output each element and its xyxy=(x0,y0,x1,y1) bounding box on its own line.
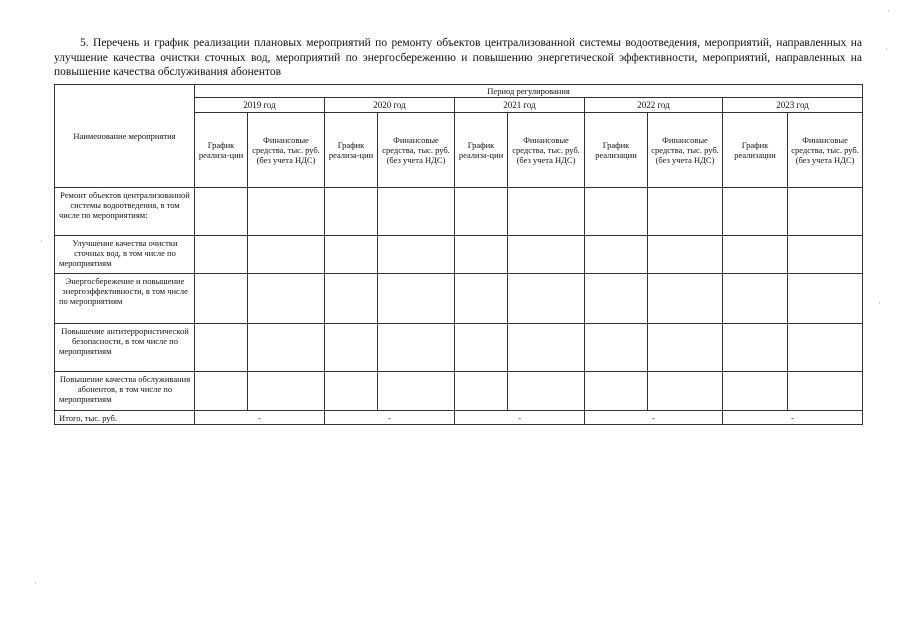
schedule-header: График реализа-ции xyxy=(325,113,378,188)
table-cell xyxy=(723,372,788,411)
year-header: 2022 год xyxy=(585,98,723,113)
scan-speck: · xyxy=(887,6,890,16)
finance-header: Финансовые средства, тыс. руб. (без учета НДС) xyxy=(378,113,455,188)
table-row xyxy=(55,324,863,372)
table-cell xyxy=(508,372,585,411)
table-cell xyxy=(585,274,648,324)
table-cell xyxy=(585,236,648,274)
table-cell xyxy=(723,274,788,324)
table-cell xyxy=(195,236,248,274)
scan-speck: · xyxy=(34,578,37,588)
finance-header: Финансовые средства, тыс. руб. (без учета НДС) xyxy=(648,113,723,188)
row-name: Энергосбережение и повышение энергоэффективности, в том числе по мероприятиям xyxy=(55,274,195,324)
table-cell xyxy=(378,324,455,372)
schedule-header: График реализации xyxy=(585,113,648,188)
table-cell xyxy=(508,188,585,236)
table-cell xyxy=(455,188,508,236)
table-row xyxy=(55,188,863,236)
table-cell xyxy=(788,274,863,324)
table-cell xyxy=(723,324,788,372)
table-cell xyxy=(508,236,585,274)
table-cell xyxy=(788,188,863,236)
table-cell xyxy=(195,324,248,372)
table-cell xyxy=(325,236,378,274)
scan-speck: · xyxy=(885,44,888,54)
table-cell xyxy=(195,274,248,324)
table-row xyxy=(55,274,863,324)
name-column-header: Наименование мероприятия xyxy=(55,85,195,188)
table-cell xyxy=(455,274,508,324)
table-cell xyxy=(723,236,788,274)
table-cell xyxy=(508,274,585,324)
schedule-header: График реализа-ции xyxy=(195,113,248,188)
table-cell xyxy=(788,324,863,372)
table-cell xyxy=(788,372,863,411)
table-cell xyxy=(248,236,325,274)
table-cell xyxy=(378,372,455,411)
table-row xyxy=(55,236,863,274)
table-cell xyxy=(378,236,455,274)
table-cell xyxy=(455,324,508,372)
row-name: Повышение качества обслуживания абонентов, в том числе по мероприятиям xyxy=(55,372,195,411)
activities-table xyxy=(54,84,863,425)
table-cell xyxy=(195,188,248,236)
table-cell xyxy=(248,274,325,324)
document-heading: 5. Перечень и график реализации плановых мероприятий по ремонту объектов централизованной системы водоотведения, мероприятий, направленных на улучшение качества очистки сточных вод, мероприятий по энергосбережению и повышению энергетической эффективности, мероприятий, направленных на повышение качества обслуживания абонентов xyxy=(54,37,862,78)
table-cell xyxy=(325,372,378,411)
year-header: 2019 год xyxy=(195,98,325,113)
table-cell xyxy=(648,324,723,372)
table-cell xyxy=(585,324,648,372)
finance-header: Финансовые средства, тыс. руб. (без учета НДС) xyxy=(788,113,863,188)
finance-header: Финансовые средства, тыс. руб. (без учета НДС) xyxy=(248,113,325,188)
finance-header: Финансовые средства, тыс. руб. (без учета НДС) xyxy=(508,113,585,188)
table-cell xyxy=(325,274,378,324)
schedule-header: График реализации xyxy=(723,113,788,188)
table-cell xyxy=(508,324,585,372)
table-cell xyxy=(648,274,723,324)
scan-speck: · xyxy=(878,298,881,308)
total-value: - xyxy=(455,411,585,425)
scan-speck: · xyxy=(40,236,43,246)
row-name: Улучшение качества очистки сточных вод, в том числе по мероприятиям xyxy=(55,236,195,274)
table-cell xyxy=(585,188,648,236)
table-cell xyxy=(378,188,455,236)
year-header: 2023 год xyxy=(723,98,863,113)
table-cell xyxy=(248,372,325,411)
table-cell xyxy=(455,372,508,411)
row-name: Ремонт объектов централизованной системы водоотведения, в том числе по мероприятиям: xyxy=(55,188,195,236)
table-cell xyxy=(455,236,508,274)
total-value: - xyxy=(325,411,455,425)
period-header: Период регулирования xyxy=(195,85,863,98)
total-value: - xyxy=(195,411,325,425)
table-cell xyxy=(248,324,325,372)
table-cell xyxy=(378,274,455,324)
row-name: Повышение антитеррористической безопасности, в том числе по мероприятиям xyxy=(55,324,195,372)
table-cell xyxy=(788,236,863,274)
table-cell xyxy=(585,372,648,411)
table-cell xyxy=(648,236,723,274)
table-cell xyxy=(325,324,378,372)
table-row xyxy=(55,372,863,411)
schedule-header: График реализа-ции xyxy=(455,113,508,188)
year-header: 2021 год xyxy=(455,98,585,113)
year-header: 2020 год xyxy=(325,98,455,113)
table-cell xyxy=(648,188,723,236)
total-value: - xyxy=(723,411,863,425)
table-cell xyxy=(325,188,378,236)
total-row xyxy=(55,411,863,425)
table-cell xyxy=(195,372,248,411)
table-cell xyxy=(248,188,325,236)
table-cell xyxy=(648,372,723,411)
total-value: - xyxy=(585,411,723,425)
table-cell xyxy=(723,188,788,236)
total-label: Итого, тыс. руб. xyxy=(55,411,195,425)
